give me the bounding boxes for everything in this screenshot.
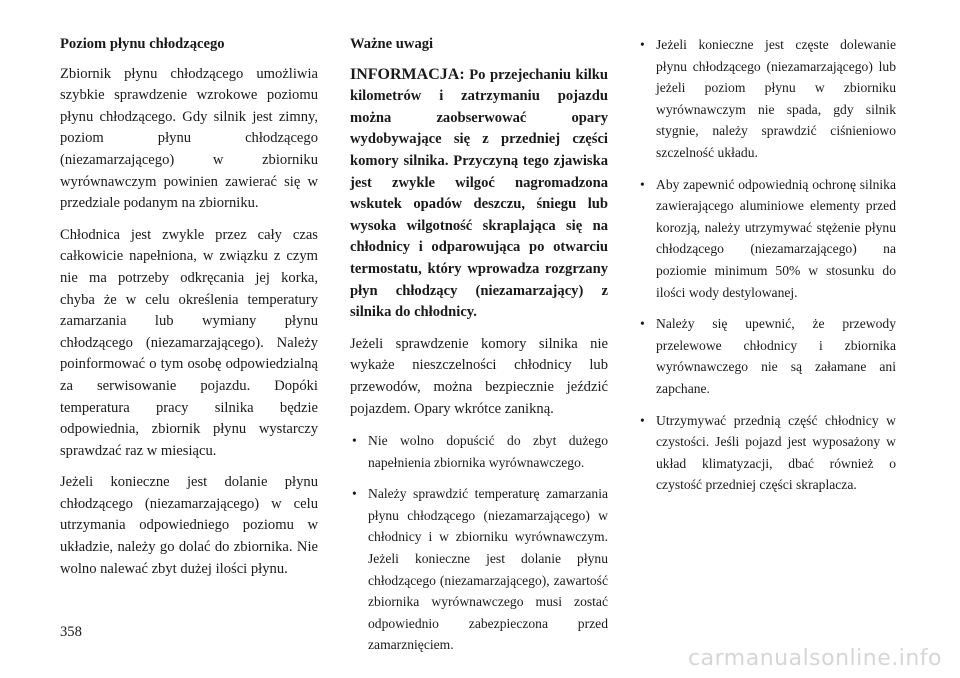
page-number: 358 xyxy=(60,624,82,640)
watermark: carmanualsonline.info xyxy=(688,646,942,671)
list-item: • Jeżeli konieczne jest częste dolewanie płynu chłodzącego (niezamarzającego) lub jeżeli poziom płynu w zbiorniku wyrównawczym nie spada, gdy silnik stygnie, należy sprawdzić ciśnieniowo szczelność układu. xyxy=(638,34,896,164)
right-column xyxy=(638,34,896,506)
info-note xyxy=(350,64,608,324)
left-column xyxy=(60,34,318,590)
section-heading-important-notes: Ważne uwagi xyxy=(350,36,434,52)
list-item: • Utrzymywać przednią część chłodnicy w czystości. Jeśli pojazd jest wyposażony w układ klimatyzacji, dbać również o czystość przedniej części skraplacza. xyxy=(638,410,896,496)
paragraph: Jeżeli konieczne jest dolanie płynu chłodzącego (niezamarzającego) w celu utrzymania odpowiedniego poziomu w układzie, należy go dolać do zbiornika. Nie wolno nalewać zbyt dużej ilości płynu. xyxy=(60,474,318,577)
paragraph: Jeżeli sprawdzenie komory silnika nie wykaże nieszczelności chłodnicy lub przewodów, można bezpiecznie jeździć pojazdem. Opary wkrótce zanikną. xyxy=(350,335,608,417)
list-item: • Nie wolno dopuścić do zbyt dużego napełnienia zbiornika wyrównawczego. xyxy=(350,430,608,473)
bullet-list xyxy=(638,34,896,496)
list-item: • Należy się upewnić, że przewody przelewowe chłodnicy i zbiornika wyrównawczego nie są załamane ani zapchane. xyxy=(638,313,896,399)
list-item: • Należy sprawdzić temperaturę zamarzania płynu chłodzącego (niezamarzającego) w chłodnicy i w zbiorniku wyrównawczym. Jeżeli konieczne jest dolanie płynu chłodzącego (niezamarzającego), zawartość zbiornika wyrównawczego musi zostać odpowiednio zabezpieczona przed zamarznięciem. xyxy=(350,483,608,656)
paragraph: Chłodnica jest zwykle przez cały czas całkowicie napełniona, w związku z czym nie ma potrzeby odkręcania jej korka, chyba że w celu określenia temperatury zamarzania lub wymiany płynu chłodzącego (niezamarzającego). Należy poinformować o tym osobę odpowiedzialną za serwisowanie pojazdu. Dopóki temperatura pracy silnika będzie odpowiednia, zbiornik płynu wystarczy sprawdzać raz w miesiącu. xyxy=(60,226,318,459)
list-item: • Aby zapewnić odpowiednią ochronę silnika zawierającego aluminiowe elementy przed korozją, należy utrzymywać stężenie płynu chłodzącego (niezamarzającego) na poziomie minimum 50% w stosunku do ilości wody destylowanej. xyxy=(638,174,896,304)
middle-column xyxy=(350,34,608,666)
paragraph: Zbiornik płynu chłodzącego umożliwia szybkie sprawdzenie wzrokowe poziomu płynu chłodzącego. Gdy silnik jest zimny, poziom płynu chłodzącego (niezamarzającego) w zbiorniku wyrównawczym powinien zawierać się w przedziale podanym na zbiorniku. xyxy=(60,65,318,212)
info-label: INFORMACJA: xyxy=(350,65,465,83)
section-heading-coolant-level: Poziom płynu chłodzącego xyxy=(60,36,225,52)
bullet-list xyxy=(350,430,608,656)
info-text: Po przejechaniu kilku kilometrów i zatrzymaniu pojazdu można zaobserwować opary wydobywające się z przedniej części komory silnika. Przyczyną tego zjawiska jest zwykle wilgoć nagromadzona wskutek opadów deszczu, śniegu lub wysoka wilgotność skraplająca się na chłodnicy i odparowująca po otwarciu termostatu, który wprowadza rozgrzany płyn chłodzący (niezamarzający) z silnika do chłodnicy. xyxy=(350,66,609,321)
